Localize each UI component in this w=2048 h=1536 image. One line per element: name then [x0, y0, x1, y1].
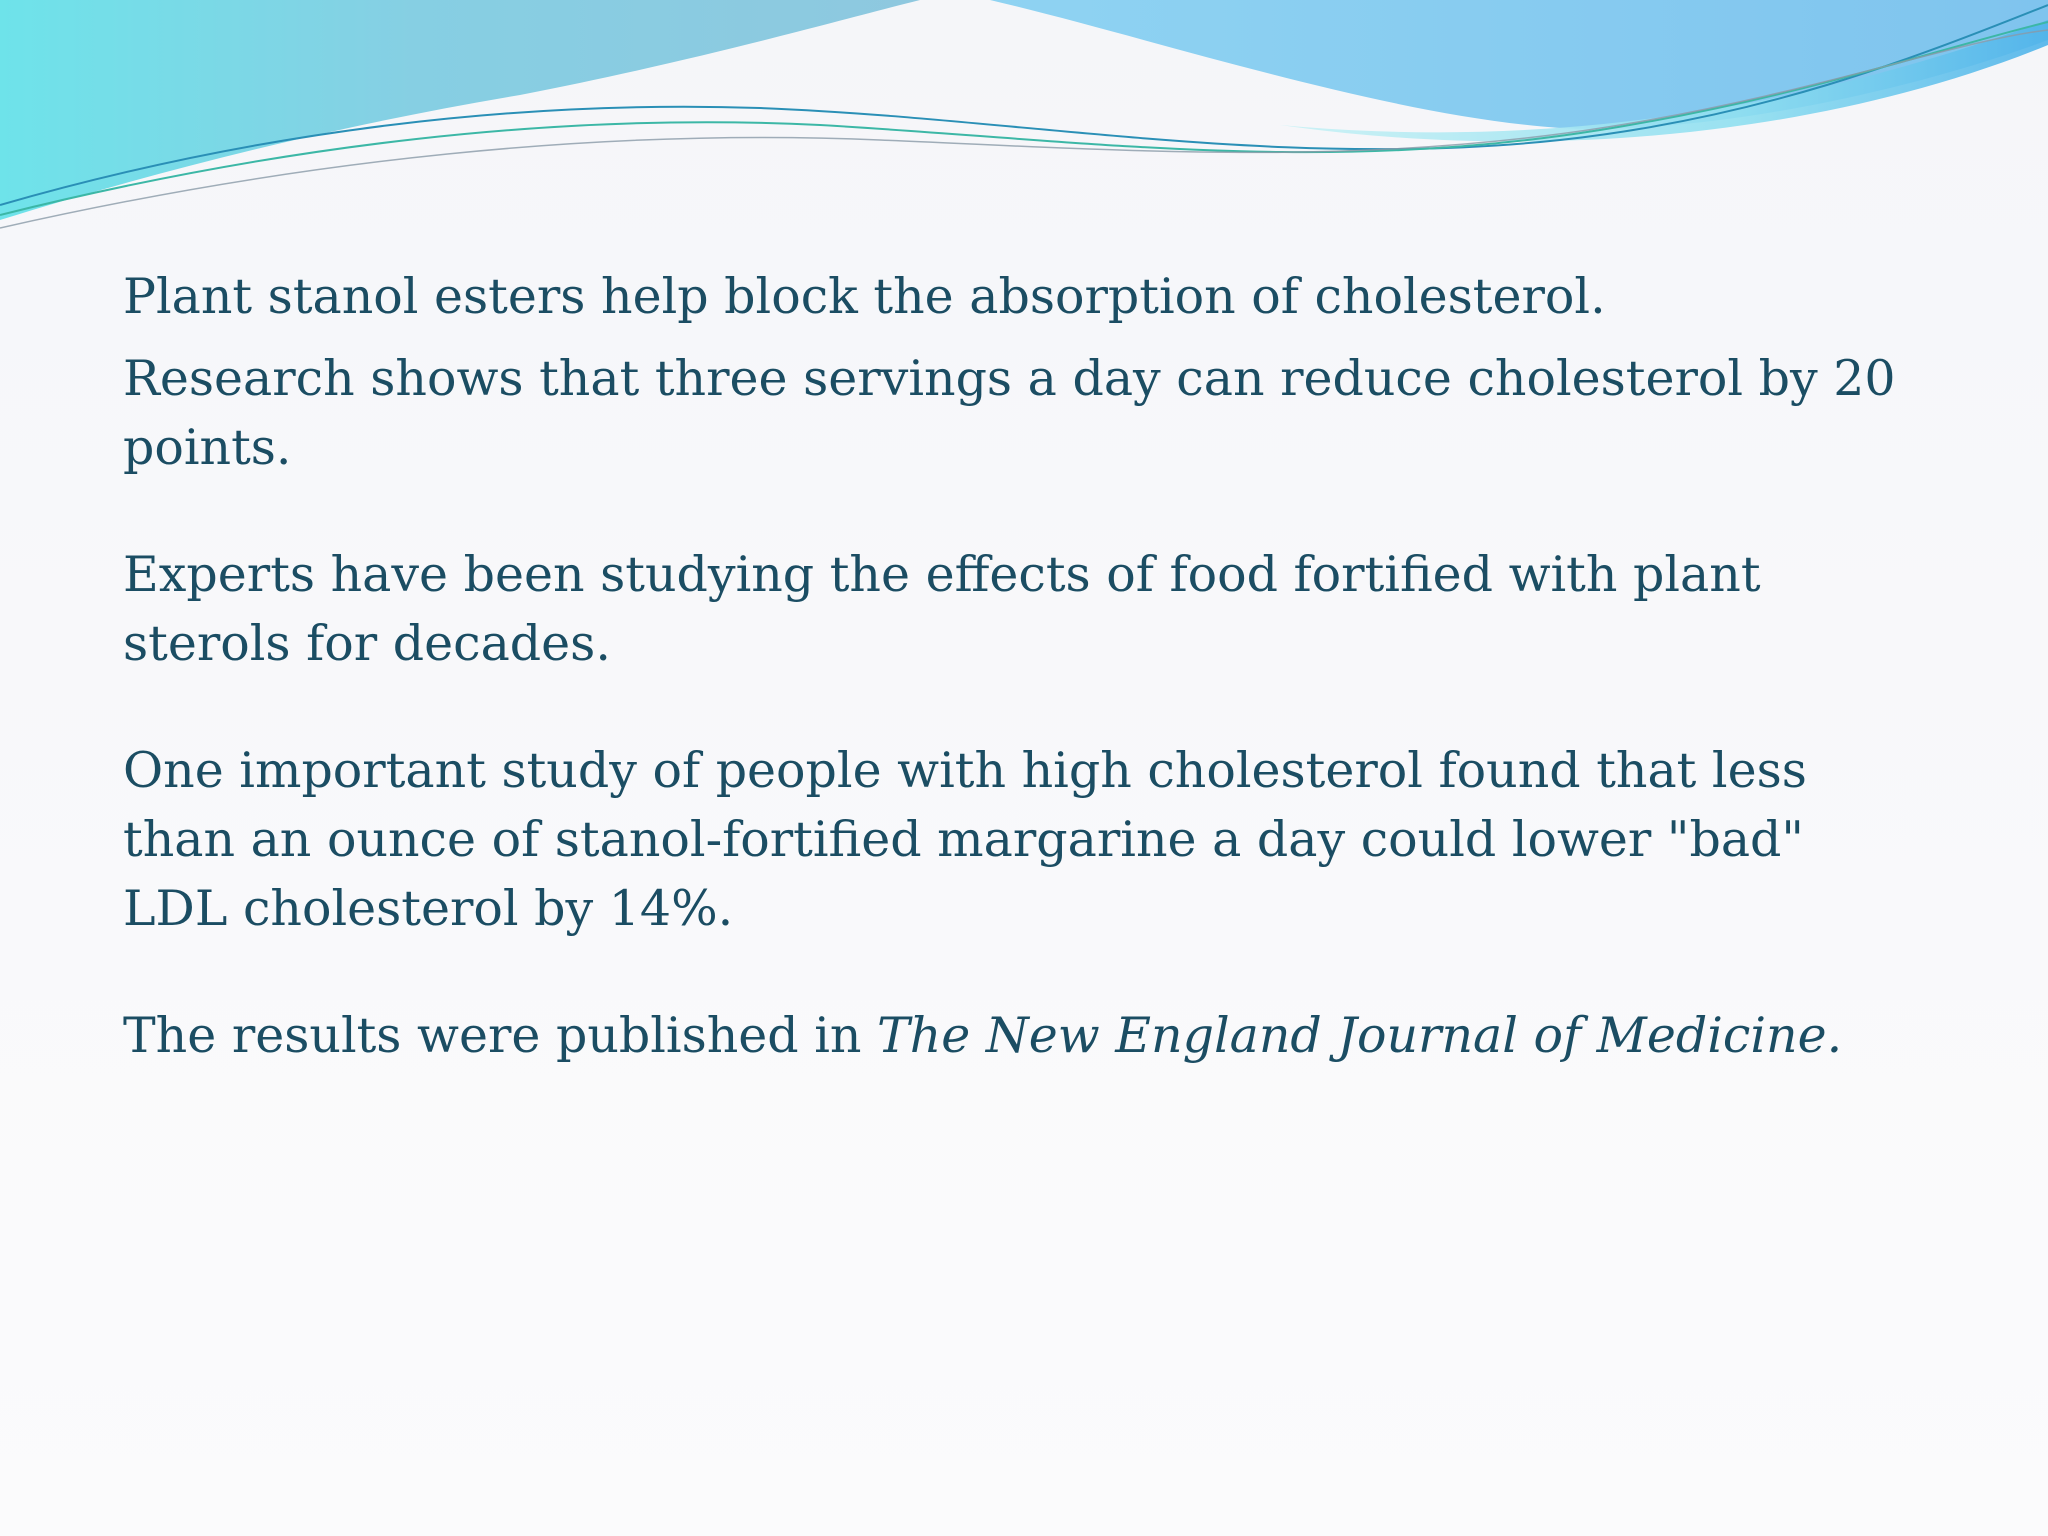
publication-lead: The results were published in [123, 1007, 878, 1064]
slide-body [123, 262, 1923, 1070]
spacer [123, 943, 1923, 1001]
paragraph-study: One important study of people with high cholesterol found that less than an ounce of stanol-fortified margarine a day could lower "bad" LDL cholesterol by 14%. [123, 742, 1807, 937]
spacer [123, 482, 1923, 540]
wave-left-shape [0, 0, 920, 220]
paragraph-experts: Experts have been studying the effects of food fortified with plant sterols for decades. [123, 546, 1761, 672]
paragraph-research: Research shows that three servings a day can reduce cholesterol by 20 points. [123, 350, 1896, 476]
journal-title: The New England Journal of Medicine. [877, 1007, 1843, 1064]
spacer [123, 678, 1923, 736]
paragraph-stanol-esters: Plant stanol esters help block the absorption of cholesterol. [123, 268, 1606, 325]
spacer [123, 331, 1923, 344]
header-wave-decoration [0, 0, 2048, 240]
paragraph-publication [123, 1001, 1923, 1070]
